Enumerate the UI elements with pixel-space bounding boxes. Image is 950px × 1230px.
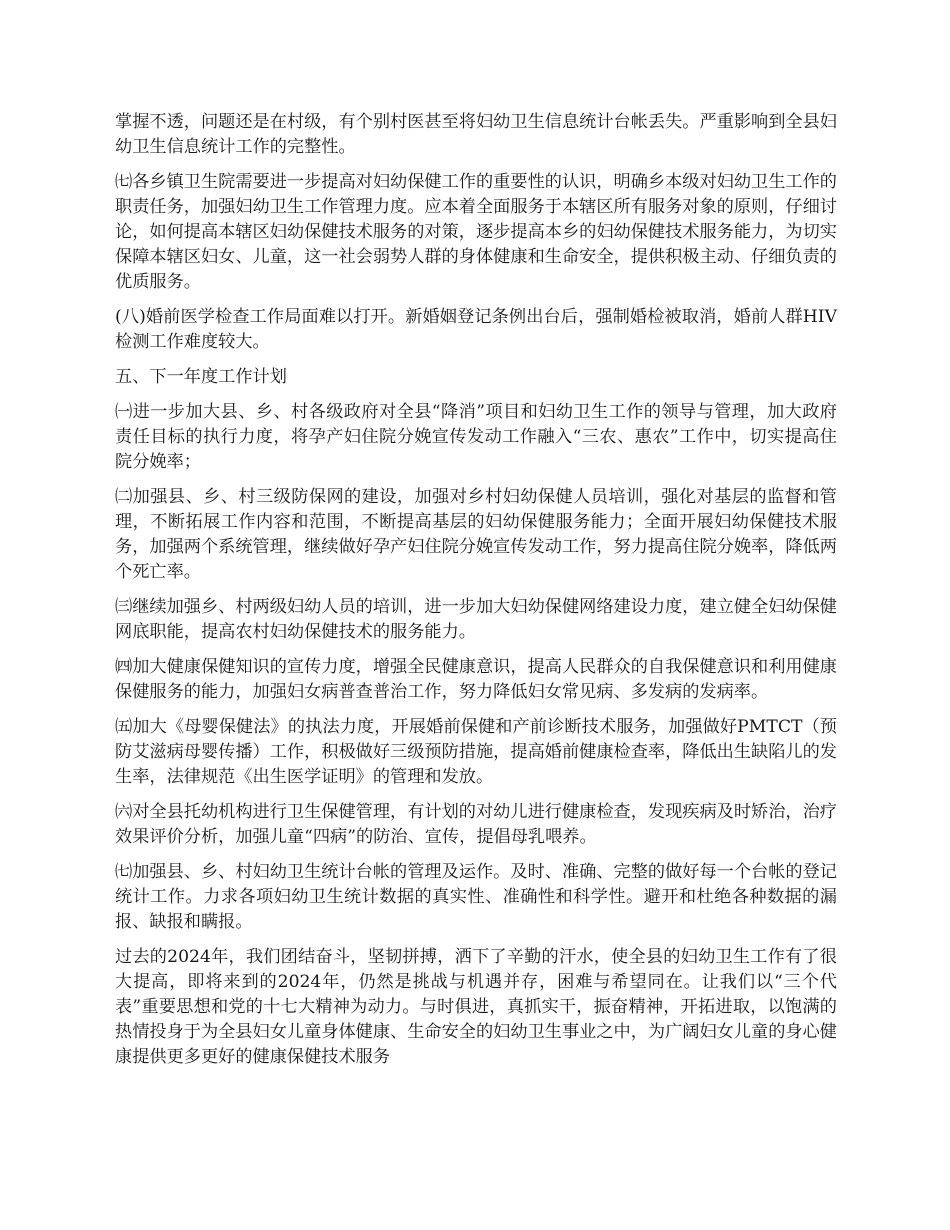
plan-item-5: ㈤加大《母婴保健法》的执法力度，开展婚前保健和产前诊断技术服务，加强做好PMTCT（预防艾滋病母婴传播）工作，积极做好三级预防措施，提高婚前健康检查率，降低出生缺陷儿的发生率，法律规范《出生医学证明》的管理和发放。 bbox=[115, 717, 837, 787]
plan-item-1: ㈠进一步加大县、乡、村各级政府对全县“降消”项目和妇幼卫生工作的领导与管理，加大政府责任目标的执行力度，将孕产妇住院分娩宣传发动工作融入“三农、惠农”工作中，切实提高住院分娩率； bbox=[115, 402, 837, 472]
section-heading-next-year-plan: 五、下一年度工作计划 bbox=[115, 367, 287, 387]
plan-item-4: ㈣加大健康保健知识的宣传力度，增强全民健康意识，提高人民群众的自我保健意识和利用健康保健服务的能力，加强妇女病普查普治工作，努力降低妇女常见病、多发病的发病率。 bbox=[115, 657, 837, 702]
closing-paragraph: 过去的2024年，我们团结奋斗，坚韧拼搏，洒下了辛勤的汗水，使全县的妇幼卫生工作有了很大提高，即将来到的2024年，仍然是挑战与机遇并存，困难与希望同在。让我们以“三个代表”重要思想和党的十七大精神为动力。与时俱进，真抓实干，振奋精神，开拓进取，以饱满的热情投身于为全县妇女儿童身体健康、生命安全的妇幼卫生事业之中，为广阔妇女儿童的身心健康提供更多更好的健康保健技术服务 bbox=[115, 947, 837, 1067]
document-page bbox=[115, 110, 837, 1080]
paragraph-item-7-township-hospitals: ㈦各乡镇卫生院需要进一步提高对妇幼保健工作的重要性的认识，明确乡本级对妇幼卫生工作的职责任务，加强妇幼卫生工作管理力度。应本着全面服务于本辖区所有服务对象的原则，仔细讨论，如何提高本辖区妇幼保健技术服务的对策，逐步提高本乡的妇幼保健技术服务能力，为切实保障本辖区妇女、儿童，这一社会弱势人群的身体健康和生命安全，提供积极主动、仔细负责的优质服务。 bbox=[115, 172, 837, 292]
paragraph-intro-continuation: 掌握不透，问题还是在村级，有个别村医甚至将妇幼卫生信息统计台帐丢失。严重影响到全县妇幼卫生信息统计工作的完整性。 bbox=[115, 112, 837, 157]
plan-item-7: ㈦加强县、乡、村妇幼卫生统计台帐的管理及运作。及时、准确、完整的做好每一个台帐的登记统计工作。力求各项妇幼卫生统计数据的真实性、准确性和科学性。避开和杜绝各种数据的漏报、缺报和瞒报。 bbox=[115, 862, 837, 932]
plan-item-3: ㈢继续加强乡、村两级妇幼人员的培训，进一步加大妇幼保健网络建设力度，建立健全妇幼保健网底职能，提高农村妇幼保健技术的服务能力。 bbox=[115, 597, 837, 642]
paragraph-item-8-premarital-exam: (八)婚前医学检查工作局面难以打开。新婚姻登记条例出台后，强制婚检被取消，婚前人群HIV检测工作难度较大。 bbox=[115, 307, 837, 352]
plan-item-6: ㈥对全县托幼机构进行卫生保健管理，有计划的对幼儿进行健康检查，发现疾病及时矫治，治疗效果评价分析，加强儿童“四病”的防治、宣传，提倡母乳喂养。 bbox=[115, 802, 837, 847]
plan-item-2: ㈡加强县、乡、村三级防保网的建设，加强对乡村妇幼保健人员培训，强化对基层的监督和管理，不断拓展工作内容和范围，不断提高基层的妇幼保健服务能力；全面开展妇幼保健技术服务，加强两个系统管理，继续做好孕产妇住院分娩宣传发动工作，努力提高住院分娩率，降低两个死亡率。 bbox=[115, 487, 837, 582]
